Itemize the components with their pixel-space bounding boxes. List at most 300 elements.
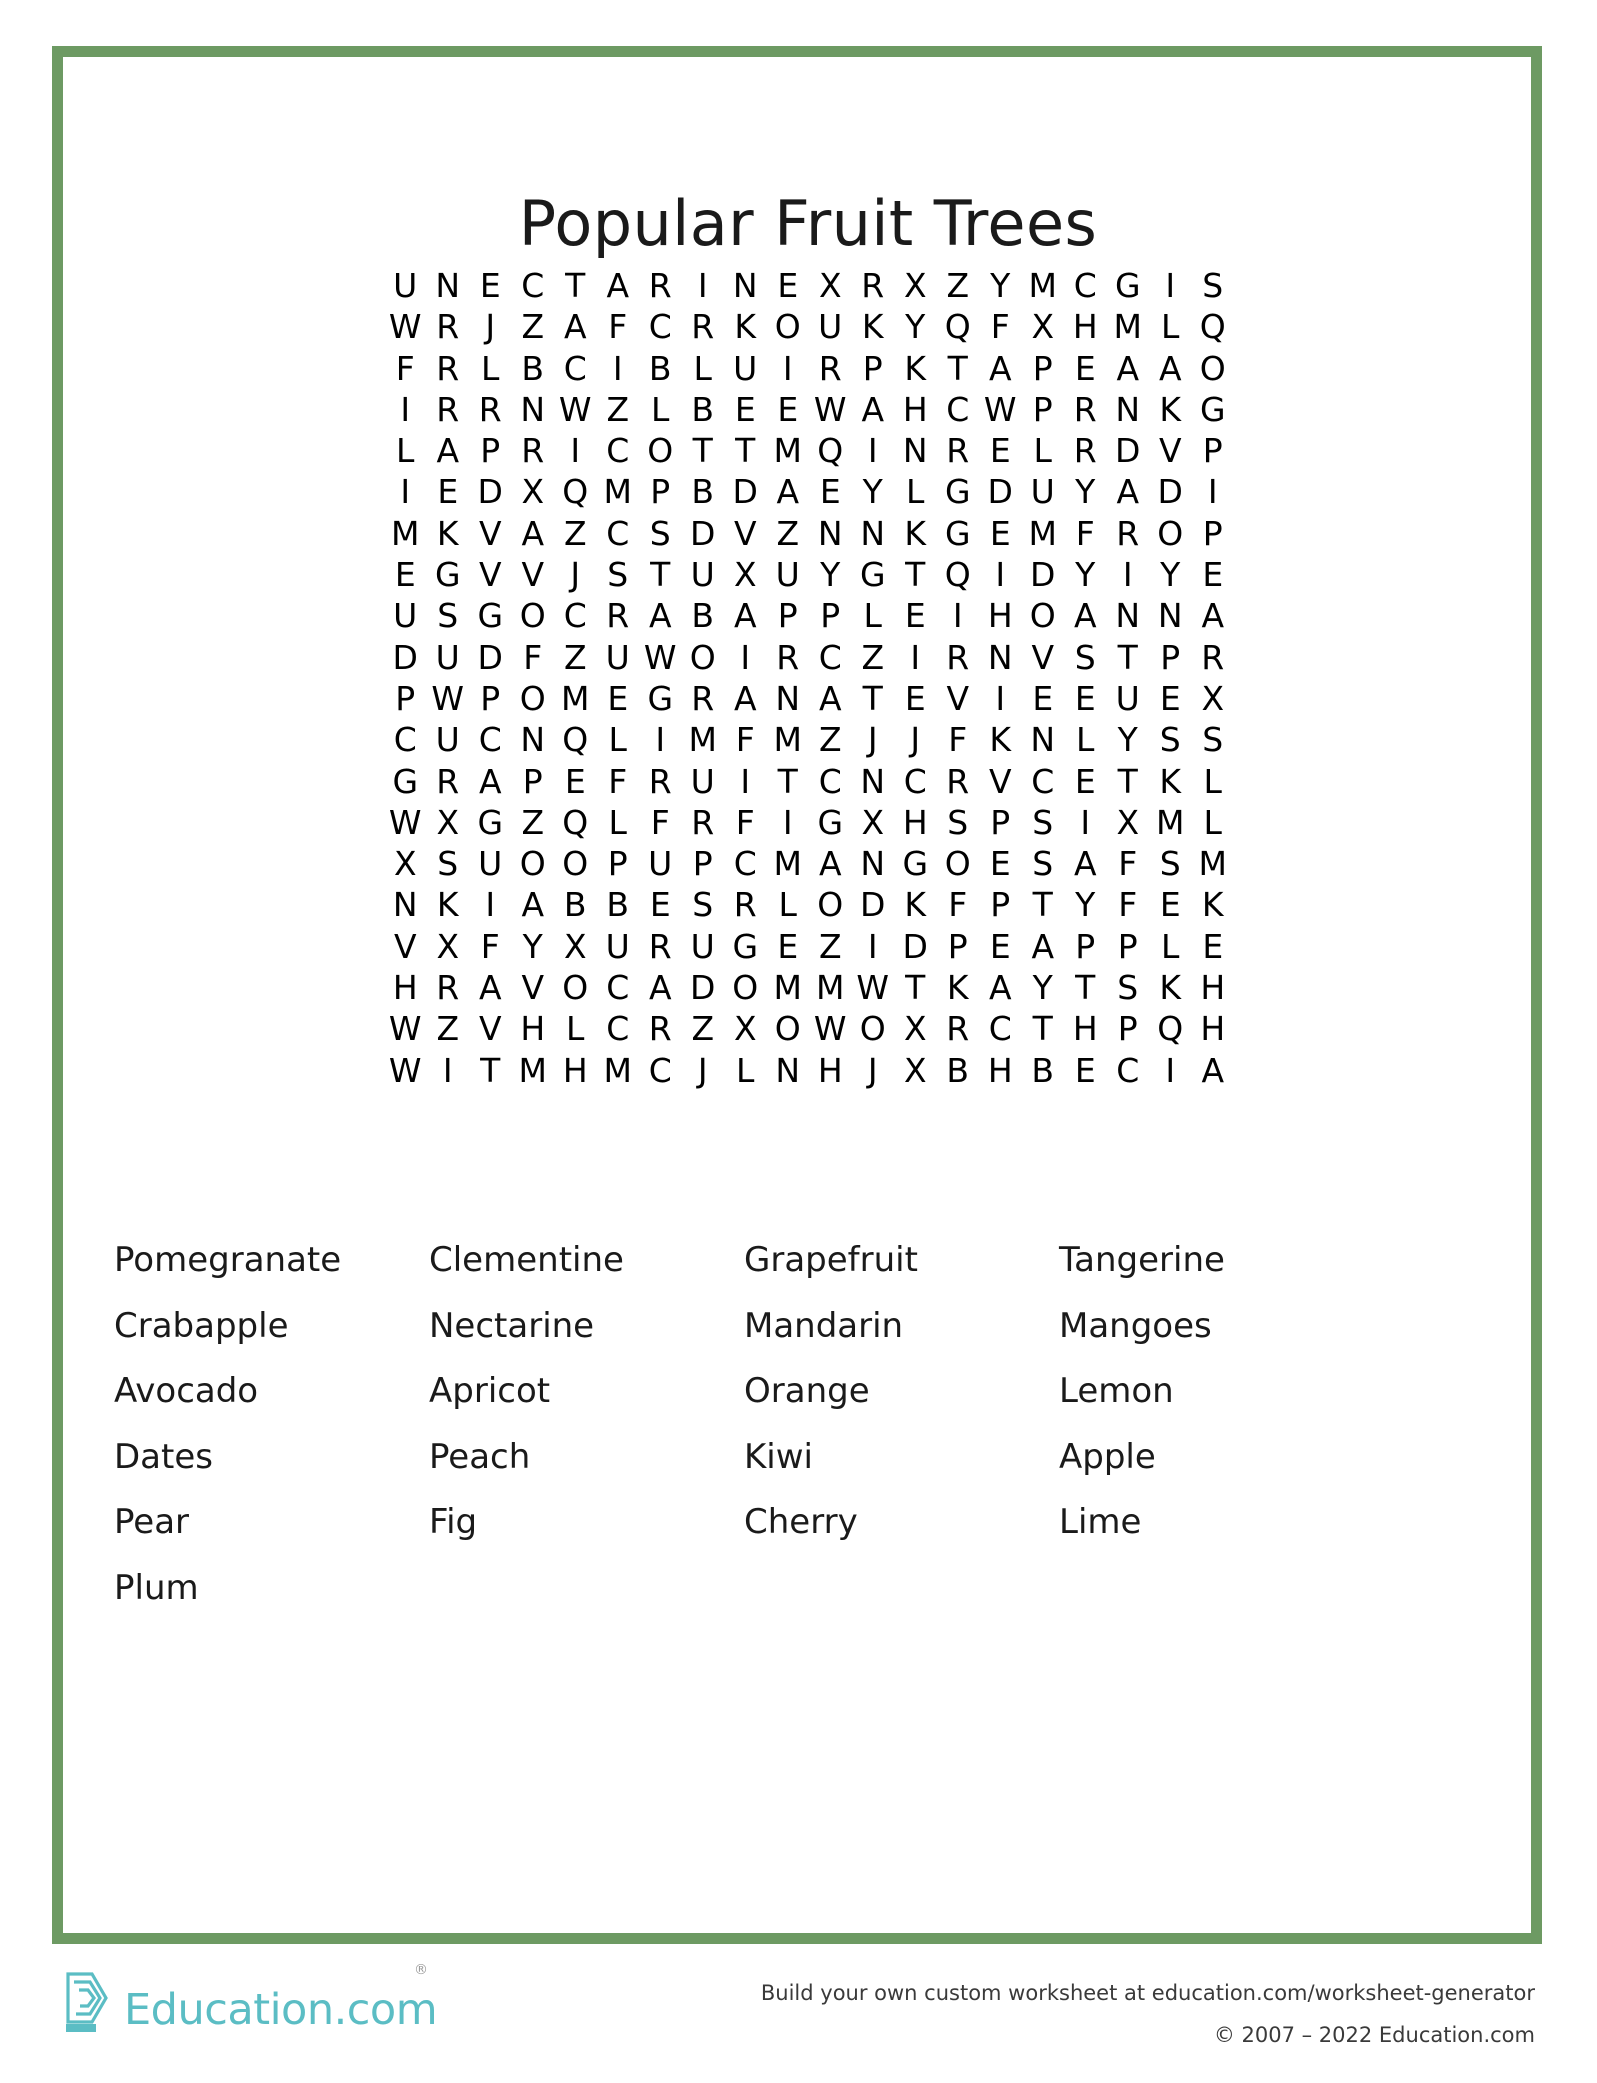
word-bank-item[interactable]: Avocado bbox=[114, 1371, 259, 1411]
grid-cell[interactable]: U bbox=[1030, 472, 1055, 512]
grid-cell[interactable]: X bbox=[818, 266, 842, 305]
grid-cell[interactable]: K bbox=[1159, 968, 1182, 1008]
grid-cell[interactable]: H bbox=[1072, 307, 1098, 347]
grid-cell[interactable]: A bbox=[1201, 1050, 1225, 1090]
word-bank-item[interactable]: Orange bbox=[744, 1371, 870, 1411]
grid-cell[interactable]: K bbox=[904, 348, 927, 388]
grid-cell[interactable]: D bbox=[690, 968, 716, 1008]
grid-cell[interactable]: P bbox=[395, 678, 416, 718]
grid-cell[interactable]: F bbox=[1118, 885, 1138, 925]
grid-cell[interactable]: H bbox=[817, 1050, 843, 1090]
grid-cell[interactable]: M bbox=[688, 720, 717, 760]
grid-cell[interactable]: D bbox=[987, 472, 1013, 512]
grid-cell[interactable]: A bbox=[1116, 472, 1140, 512]
grid-cell[interactable]: X bbox=[903, 1009, 927, 1049]
grid-cell[interactable]: A bbox=[733, 678, 757, 718]
grid-cell[interactable]: Y bbox=[1075, 555, 1096, 595]
grid-cell[interactable]: R bbox=[946, 431, 970, 471]
grid-cell[interactable]: N bbox=[520, 389, 546, 429]
grid-cell[interactable]: I bbox=[1122, 555, 1133, 595]
grid-cell[interactable]: E bbox=[564, 761, 586, 801]
grid-cell[interactable]: V bbox=[1031, 637, 1055, 677]
grid-cell[interactable]: D bbox=[1157, 472, 1183, 512]
grid-cell[interactable]: A bbox=[988, 348, 1012, 388]
grid-cell[interactable]: W bbox=[856, 968, 890, 1008]
word-bank-item[interactable]: Dates bbox=[114, 1436, 213, 1477]
grid-cell[interactable]: Z bbox=[563, 513, 587, 553]
grid-cell[interactable]: C bbox=[1073, 266, 1097, 305]
grid-cell[interactable]: L bbox=[1203, 761, 1222, 801]
grid-cell[interactable]: A bbox=[1073, 596, 1097, 636]
grid-cell[interactable]: O bbox=[689, 637, 716, 677]
grid-cell[interactable]: E bbox=[479, 266, 501, 305]
grid-cell[interactable]: K bbox=[989, 720, 1012, 760]
grid-cell[interactable]: Q bbox=[944, 307, 971, 347]
grid-cell[interactable]: S bbox=[437, 844, 459, 884]
grid-cell[interactable]: N bbox=[1157, 596, 1183, 636]
grid-cell[interactable]: I bbox=[400, 389, 411, 429]
grid-cell[interactable]: R bbox=[648, 926, 672, 966]
grid-cell[interactable]: T bbox=[1117, 637, 1138, 677]
grid-cell[interactable]: T bbox=[650, 555, 671, 595]
grid-cell[interactable]: R bbox=[691, 678, 715, 718]
grid-cell[interactable]: N bbox=[817, 513, 843, 553]
grid-cell[interactable]: H bbox=[987, 1050, 1013, 1090]
grid-cell[interactable]: B bbox=[691, 389, 715, 429]
grid-cell[interactable]: P bbox=[947, 926, 968, 966]
grid-cell[interactable]: O bbox=[1029, 596, 1056, 636]
grid-cell[interactable]: A bbox=[1031, 926, 1055, 966]
grid-cell[interactable]: P bbox=[607, 844, 628, 884]
word-bank-item[interactable]: Apricot bbox=[429, 1371, 551, 1411]
grid-cell[interactable]: N bbox=[987, 637, 1013, 677]
word-bank-item[interactable]: Peach bbox=[429, 1436, 531, 1477]
grid-cell[interactable]: E bbox=[607, 678, 629, 718]
grid-cell[interactable]: C bbox=[946, 389, 970, 429]
grid-cell[interactable]: U bbox=[690, 761, 715, 801]
grid-cell[interactable]: R bbox=[436, 348, 460, 388]
grid-cell[interactable]: L bbox=[906, 472, 925, 512]
grid-cell[interactable]: R bbox=[818, 348, 842, 388]
grid-cell[interactable]: M bbox=[1113, 307, 1142, 347]
grid-cell[interactable]: I bbox=[570, 431, 581, 471]
grid-cell[interactable]: A bbox=[478, 761, 502, 801]
grid-cell[interactable]: T bbox=[947, 348, 968, 388]
grid-cell[interactable]: U bbox=[648, 844, 673, 884]
word-bank-item[interactable]: Pomegranate bbox=[114, 1240, 342, 1280]
grid-cell[interactable]: I bbox=[782, 802, 793, 842]
grid-cell[interactable]: R bbox=[776, 637, 800, 677]
grid-cell[interactable]: D bbox=[392, 637, 418, 677]
grid-cell[interactable]: G bbox=[1114, 266, 1141, 305]
grid-cell[interactable]: Y bbox=[905, 307, 926, 347]
grid-cell[interactable]: A bbox=[1158, 348, 1182, 388]
grid-cell[interactable]: Q bbox=[944, 555, 971, 595]
grid-cell[interactable]: M bbox=[561, 678, 590, 718]
grid-cell[interactable]: C bbox=[606, 1009, 630, 1049]
grid-cell[interactable]: X bbox=[1031, 307, 1055, 347]
grid-cell[interactable]: W bbox=[388, 1050, 422, 1090]
grid-cell[interactable]: V bbox=[478, 513, 502, 553]
grid-cell[interactable]: A bbox=[818, 844, 842, 884]
grid-cell[interactable]: U bbox=[393, 596, 418, 636]
grid-cell[interactable]: F bbox=[1075, 513, 1095, 553]
grid-cell[interactable]: I bbox=[867, 926, 878, 966]
grid-cell[interactable]: R bbox=[733, 885, 757, 925]
grid-cell[interactable]: G bbox=[732, 926, 759, 966]
grid-cell[interactable]: H bbox=[392, 968, 418, 1008]
grid-cell[interactable]: B bbox=[563, 885, 587, 925]
grid-cell[interactable]: E bbox=[777, 389, 799, 429]
grid-cell[interactable]: X bbox=[733, 1009, 757, 1049]
grid-cell[interactable]: F bbox=[1118, 844, 1138, 884]
grid-cell[interactable]: P bbox=[1117, 1009, 1138, 1049]
grid-cell[interactable]: K bbox=[436, 885, 459, 925]
grid-cell[interactable]: A bbox=[436, 431, 460, 471]
grid-cell[interactable]: E bbox=[1159, 885, 1181, 925]
grid-cell[interactable]: E bbox=[777, 266, 799, 305]
grid-cell[interactable]: D bbox=[860, 885, 886, 925]
grid-cell[interactable]: S bbox=[1032, 844, 1054, 884]
grid-cell[interactable]: E bbox=[734, 389, 756, 429]
grid-cell[interactable]: H bbox=[1200, 1009, 1226, 1049]
grid-cell[interactable]: R bbox=[436, 389, 460, 429]
grid-cell[interactable]: N bbox=[392, 885, 418, 925]
grid-cell[interactable]: O bbox=[732, 968, 759, 1008]
grid-cell[interactable]: C bbox=[393, 720, 417, 760]
grid-cell[interactable]: N bbox=[860, 513, 886, 553]
grid-cell[interactable]: J bbox=[867, 720, 878, 760]
grid-cell[interactable]: Z bbox=[436, 1009, 460, 1049]
grid-cell[interactable]: H bbox=[987, 596, 1013, 636]
grid-cell[interactable]: P bbox=[692, 844, 713, 884]
grid-cell[interactable]: Z bbox=[946, 266, 970, 305]
grid-cell[interactable]: N bbox=[775, 1050, 801, 1090]
grid-cell[interactable]: Z bbox=[818, 926, 842, 966]
grid-cell[interactable]: V bbox=[1158, 431, 1182, 471]
grid-cell[interactable]: U bbox=[435, 720, 460, 760]
grid-cell[interactable]: E bbox=[437, 472, 459, 512]
grid-cell[interactable]: F bbox=[480, 926, 500, 966]
word-bank-item[interactable]: Kiwi bbox=[744, 1436, 813, 1477]
grid-cell[interactable]: I bbox=[400, 472, 411, 512]
grid-cell[interactable]: Q bbox=[817, 431, 844, 471]
grid-cell[interactable]: Z bbox=[818, 720, 842, 760]
grid-cell[interactable]: X bbox=[436, 802, 460, 842]
grid-cell[interactable]: O bbox=[519, 678, 546, 718]
word-bank-item[interactable]: Crabapple bbox=[114, 1305, 289, 1346]
grid-cell[interactable]: U bbox=[733, 348, 758, 388]
grid-cell[interactable]: C bbox=[818, 637, 842, 677]
word-bank-item[interactable]: Lime bbox=[1059, 1502, 1142, 1542]
grid-cell[interactable]: R bbox=[648, 761, 672, 801]
grid-cell[interactable]: O bbox=[817, 885, 844, 925]
grid-cell[interactable]: D bbox=[1115, 431, 1141, 471]
grid-cell[interactable]: A bbox=[733, 596, 757, 636]
grid-cell[interactable]: S bbox=[1074, 637, 1096, 677]
grid-cell[interactable]: A bbox=[606, 266, 630, 305]
grid-cell[interactable]: L bbox=[1033, 431, 1052, 471]
grid-cell[interactable]: C bbox=[1031, 761, 1055, 801]
word-bank-item[interactable]: Apple bbox=[1059, 1436, 1156, 1477]
grid-cell[interactable]: W bbox=[431, 678, 465, 718]
grid-cell[interactable]: L bbox=[1076, 720, 1095, 760]
grid-cell[interactable]: E bbox=[989, 844, 1011, 884]
grid-cell[interactable]: J bbox=[485, 307, 496, 347]
grid-cell[interactable]: V bbox=[478, 555, 502, 595]
grid-cell[interactable]: C bbox=[563, 596, 587, 636]
grid-cell[interactable]: P bbox=[1117, 926, 1138, 966]
grid-cell[interactable]: I bbox=[485, 885, 496, 925]
grid-cell[interactable]: M bbox=[603, 1050, 632, 1090]
grid-cell[interactable]: A bbox=[648, 596, 672, 636]
grid-cell[interactable]: Y bbox=[1117, 720, 1138, 760]
grid-cell[interactable]: P bbox=[522, 761, 543, 801]
grid-cell[interactable]: P bbox=[1202, 431, 1223, 471]
grid-cell[interactable]: U bbox=[818, 307, 843, 347]
grid-cell[interactable]: D bbox=[902, 926, 928, 966]
grid-cell[interactable]: F bbox=[735, 802, 755, 842]
grid-cell[interactable]: E bbox=[1074, 761, 1096, 801]
grid-cell[interactable]: S bbox=[692, 885, 714, 925]
grid-cell[interactable]: P bbox=[650, 472, 671, 512]
grid-cell[interactable]: R bbox=[1073, 431, 1097, 471]
grid-cell[interactable]: F bbox=[735, 720, 755, 760]
grid-cell[interactable]: E bbox=[989, 513, 1011, 553]
grid-cell[interactable]: U bbox=[775, 555, 800, 595]
grid-cell[interactable]: Z bbox=[606, 389, 630, 429]
grid-cell[interactable]: X bbox=[436, 926, 460, 966]
grid-cell[interactable]: I bbox=[1165, 266, 1176, 305]
grid-cell[interactable]: D bbox=[690, 513, 716, 553]
grid-cell[interactable]: N bbox=[1115, 389, 1141, 429]
grid-cell[interactable]: M bbox=[1156, 802, 1185, 842]
grid-cell[interactable]: H bbox=[1072, 1009, 1098, 1049]
grid-cell[interactable]: W bbox=[983, 389, 1017, 429]
grid-cell[interactable]: R bbox=[946, 637, 970, 677]
word-bank-item[interactable]: Clementine bbox=[429, 1240, 624, 1280]
grid-cell[interactable]: T bbox=[692, 431, 713, 471]
grid-cell[interactable]: U bbox=[478, 844, 503, 884]
grid-cell[interactable]: B bbox=[521, 348, 545, 388]
grid-cell[interactable]: A bbox=[818, 678, 842, 718]
grid-cell[interactable]: E bbox=[989, 431, 1011, 471]
grid-cell[interactable]: C bbox=[903, 761, 927, 801]
grid-cell[interactable]: P bbox=[1032, 389, 1053, 429]
grid-cell[interactable]: R bbox=[648, 1009, 672, 1049]
grid-cell[interactable]: T bbox=[905, 555, 926, 595]
grid-cell[interactable]: V bbox=[521, 968, 545, 1008]
grid-cell[interactable]: J bbox=[697, 1050, 708, 1090]
grid-cell[interactable]: U bbox=[605, 637, 630, 677]
grid-cell[interactable]: O bbox=[774, 307, 801, 347]
grid-cell[interactable]: I bbox=[740, 637, 751, 677]
grid-cell[interactable]: D bbox=[1030, 555, 1056, 595]
grid-cell[interactable]: K bbox=[436, 513, 459, 553]
grid-cell[interactable]: F bbox=[948, 720, 968, 760]
grid-cell[interactable]: I bbox=[740, 761, 751, 801]
grid-cell[interactable]: D bbox=[477, 637, 503, 677]
grid-cell[interactable]: T bbox=[1032, 1009, 1053, 1049]
grid-cell[interactable]: K bbox=[904, 885, 927, 925]
grid-cell[interactable]: V bbox=[521, 555, 545, 595]
grid-cell[interactable]: Q bbox=[562, 472, 589, 512]
grid-cell[interactable]: N bbox=[860, 844, 886, 884]
grid-cell[interactable]: G bbox=[647, 678, 674, 718]
grid-cell[interactable]: R bbox=[606, 596, 630, 636]
grid-cell[interactable]: G bbox=[817, 802, 844, 842]
grid-cell[interactable]: R bbox=[691, 307, 715, 347]
grid-cell[interactable]: T bbox=[1032, 885, 1053, 925]
grid-cell[interactable]: K bbox=[1159, 389, 1182, 429]
grid-cell[interactable]: I bbox=[1165, 1050, 1176, 1090]
grid-cell[interactable]: E bbox=[394, 555, 416, 595]
grid-cell[interactable]: R bbox=[521, 431, 545, 471]
grid-cell[interactable]: M bbox=[816, 968, 845, 1008]
grid-cell[interactable]: X bbox=[1201, 678, 1225, 718]
grid-cell[interactable]: W bbox=[813, 389, 847, 429]
grid-cell[interactable]: N bbox=[1030, 720, 1056, 760]
grid-cell[interactable]: N bbox=[435, 266, 461, 305]
grid-cell[interactable]: H bbox=[562, 1050, 588, 1090]
grid-cell[interactable]: R bbox=[436, 307, 460, 347]
grid-cell[interactable]: U bbox=[1115, 678, 1140, 718]
grid-cell[interactable]: I bbox=[995, 555, 1006, 595]
grid-cell[interactable]: N bbox=[860, 761, 886, 801]
grid-cell[interactable]: B bbox=[691, 472, 715, 512]
grid-cell[interactable]: V bbox=[733, 513, 757, 553]
grid-cell[interactable]: X bbox=[733, 555, 757, 595]
grid-cell[interactable]: T bbox=[1117, 761, 1138, 801]
grid-cell[interactable]: T bbox=[1075, 968, 1096, 1008]
grid-cell[interactable]: R bbox=[1116, 513, 1140, 553]
grid-cell[interactable]: M bbox=[773, 431, 802, 471]
grid-cell[interactable]: R bbox=[1073, 389, 1097, 429]
grid-cell[interactable]: F bbox=[608, 307, 628, 347]
grid-cell[interactable]: Z bbox=[521, 802, 545, 842]
grid-cell[interactable]: P bbox=[480, 431, 501, 471]
grid-cell[interactable]: E bbox=[1159, 678, 1181, 718]
grid-cell[interactable]: Y bbox=[1075, 885, 1096, 925]
grid-cell[interactable]: N bbox=[732, 266, 758, 305]
grid-cell[interactable]: W bbox=[388, 802, 422, 842]
grid-cell[interactable]: H bbox=[902, 389, 928, 429]
grid-cell[interactable]: C bbox=[563, 348, 587, 388]
grid-cell[interactable]: A bbox=[861, 389, 885, 429]
grid-cell[interactable]: C bbox=[478, 720, 502, 760]
grid-cell[interactable]: A bbox=[478, 968, 502, 1008]
grid-cell[interactable]: F bbox=[395, 348, 415, 388]
grid-cell[interactable]: S bbox=[947, 802, 969, 842]
grid-cell[interactable]: F bbox=[608, 761, 628, 801]
grid-cell[interactable]: I bbox=[782, 348, 793, 388]
grid-cell[interactable]: B bbox=[946, 1050, 970, 1090]
grid-cell[interactable]: Q bbox=[1199, 307, 1226, 347]
grid-cell[interactable]: W bbox=[643, 637, 677, 677]
grid-cell[interactable]: L bbox=[608, 720, 627, 760]
grid-cell[interactable]: A bbox=[776, 472, 800, 512]
word-bank-item[interactable]: Cherry bbox=[744, 1502, 858, 1542]
grid-cell[interactable]: O bbox=[774, 1009, 801, 1049]
grid-cell[interactable]: B bbox=[648, 348, 672, 388]
grid-cell[interactable]: V bbox=[946, 678, 970, 718]
grid-cell[interactable]: K bbox=[1159, 761, 1182, 801]
grid-cell[interactable]: A bbox=[1116, 348, 1140, 388]
grid-cell[interactable]: M bbox=[1198, 844, 1227, 884]
grid-cell[interactable]: N bbox=[520, 720, 546, 760]
grid-cell[interactable]: E bbox=[1202, 555, 1224, 595]
word-bank-item[interactable]: Plum bbox=[114, 1567, 199, 1608]
word-bank-item[interactable]: Lemon bbox=[1059, 1371, 1174, 1411]
grid-cell[interactable]: R bbox=[946, 761, 970, 801]
grid-cell[interactable]: I bbox=[442, 1050, 453, 1090]
grid-cell[interactable]: E bbox=[819, 472, 841, 512]
grid-cell[interactable]: R bbox=[861, 266, 885, 305]
grid-cell[interactable]: F bbox=[948, 885, 968, 925]
grid-cell[interactable]: R bbox=[946, 1009, 970, 1049]
grid-cell[interactable]: C bbox=[648, 1050, 672, 1090]
grid-cell[interactable]: I bbox=[1080, 802, 1091, 842]
grid-cell[interactable]: L bbox=[1161, 307, 1180, 347]
grid-cell[interactable]: K bbox=[861, 307, 884, 347]
grid-cell[interactable]: V bbox=[393, 926, 417, 966]
grid-cell[interactable]: Y bbox=[990, 266, 1011, 305]
grid-cell[interactable]: P bbox=[1202, 513, 1223, 553]
word-bank-item[interactable]: Nectarine bbox=[429, 1305, 595, 1346]
grid-cell[interactable]: D bbox=[477, 472, 503, 512]
grid-cell[interactable]: E bbox=[989, 926, 1011, 966]
grid-cell[interactable]: Q bbox=[562, 720, 589, 760]
grid-cell[interactable]: Y bbox=[1032, 968, 1053, 1008]
grid-cell[interactable]: O bbox=[859, 1009, 886, 1049]
grid-cell[interactable]: R bbox=[436, 968, 460, 1008]
grid-cell[interactable]: Y bbox=[1075, 472, 1096, 512]
grid-cell[interactable]: I bbox=[910, 637, 921, 677]
grid-cell[interactable]: L bbox=[566, 1009, 585, 1049]
grid-cell[interactable]: N bbox=[902, 431, 928, 471]
grid-cell[interactable]: I bbox=[1207, 472, 1218, 512]
grid-cell[interactable]: X bbox=[903, 1050, 927, 1090]
grid-cell[interactable]: C bbox=[606, 431, 630, 471]
grid-cell[interactable]: E bbox=[777, 926, 799, 966]
grid-cell[interactable]: A bbox=[563, 307, 587, 347]
grid-cell[interactable]: Z bbox=[861, 637, 885, 677]
grid-cell[interactable]: T bbox=[565, 266, 586, 305]
grid-cell[interactable]: E bbox=[1074, 348, 1096, 388]
word-bank-item[interactable]: Fig bbox=[429, 1502, 478, 1542]
grid-cell[interactable]: I bbox=[612, 348, 623, 388]
grid-cell[interactable]: N bbox=[1115, 596, 1141, 636]
grid-cell[interactable]: M bbox=[773, 968, 802, 1008]
grid-cell[interactable]: G bbox=[859, 555, 886, 595]
grid-cell[interactable]: Z bbox=[521, 307, 545, 347]
grid-cell[interactable]: N bbox=[775, 678, 801, 718]
word-bank-item[interactable]: Tangerine bbox=[1059, 1240, 1225, 1280]
grid-cell[interactable]: M bbox=[518, 1050, 547, 1090]
grid-cell[interactable]: A bbox=[1201, 596, 1225, 636]
grid-cell[interactable]: M bbox=[1028, 513, 1057, 553]
grid-cell[interactable]: U bbox=[605, 926, 630, 966]
grid-cell[interactable]: R bbox=[478, 389, 502, 429]
grid-cell[interactable]: P bbox=[1075, 926, 1096, 966]
grid-cell[interactable]: C bbox=[648, 307, 672, 347]
grid-cell[interactable]: A bbox=[1073, 844, 1097, 884]
grid-cell[interactable]: G bbox=[477, 596, 504, 636]
grid-cell[interactable]: A bbox=[988, 968, 1012, 1008]
grid-cell[interactable]: O bbox=[647, 431, 674, 471]
grid-cell[interactable]: Z bbox=[691, 1009, 715, 1049]
grid-cell[interactable]: L bbox=[736, 1050, 755, 1090]
